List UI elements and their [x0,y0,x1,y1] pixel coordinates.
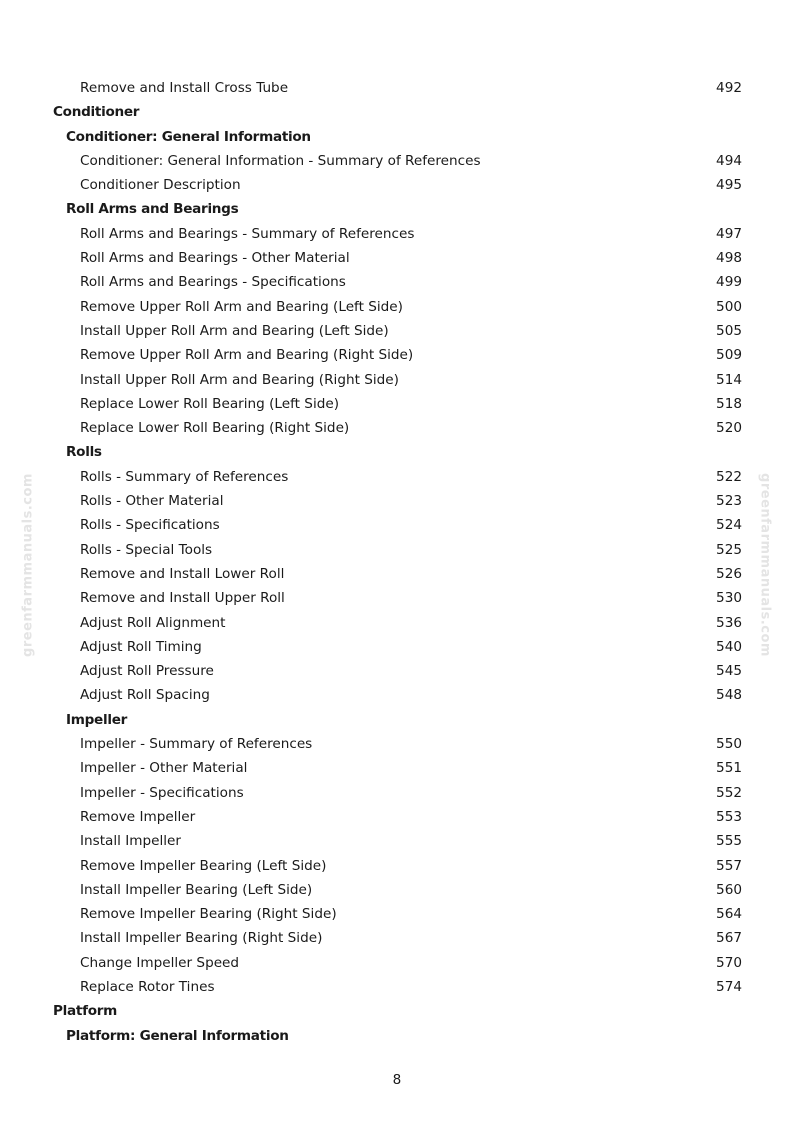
watermark-right: greenfarmmanuals.com [757,473,773,657]
toc-entry-page: 530 [716,590,742,607]
page-number: 8 [392,1072,402,1088]
toc-entry-title[interactable]: Replace Lower Roll Bearing (Left Side) [80,395,340,412]
toc-entry[interactable] [0,781,794,805]
toc-entry-page: 522 [716,468,742,485]
toc-entry-title[interactable]: Remove Upper Roll Arm and Bearing (Left Side) [80,298,403,315]
toc-entry[interactable] [0,222,794,246]
toc-entry-page: 492 [716,80,742,96]
toc-entry-page: 560 [716,881,742,898]
toc-entry-title[interactable]: Remove and Install Cross Tube [80,80,289,96]
toc-entry-title[interactable]: Platform: General Information [66,1027,289,1044]
toc-entry-title[interactable]: Install Upper Roll Arm and Bearing (Left Side) [80,322,389,339]
toc-entry[interactable] [0,659,794,683]
toc-entry-title[interactable]: Rolls - Special Tools [80,541,213,558]
toc-entry[interactable] [0,732,794,756]
toc-entry-title[interactable]: Install Impeller Bearing (Right Side) [80,930,323,947]
toc-entry[interactable] [0,465,794,489]
table-of-contents [0,76,794,1048]
toc-entry[interactable] [0,319,794,343]
toc-entry[interactable] [0,878,794,902]
toc-entry[interactable] [0,368,794,392]
toc-entry[interactable] [0,173,794,197]
toc-entry-title[interactable]: Rolls [66,444,102,461]
toc-entry[interactable] [0,295,794,319]
toc-entry-page: 567 [716,930,742,947]
toc-subsection-heading[interactable] [0,125,794,149]
toc-entry-title[interactable]: Conditioner Description [80,177,241,194]
toc-entry-title[interactable]: Roll Arms and Bearings [66,201,239,218]
toc-entry-page: 536 [716,614,742,631]
toc-entry-page: 525 [716,541,742,558]
toc-entry-page: 495 [716,177,742,194]
toc-entry[interactable] [0,76,794,100]
toc-entry-page: 505 [716,322,742,339]
toc-entry-page: 494 [716,152,742,169]
toc-entry-page: 514 [716,371,742,388]
toc-subsection-heading[interactable] [0,440,794,464]
toc-entry-page: 570 [716,954,742,971]
toc-entry-page: 555 [716,833,742,850]
toc-entry-title[interactable]: Impeller [66,711,128,728]
toc-entry-title[interactable]: Install Impeller Bearing (Left Side) [80,881,313,898]
toc-entry-page: 553 [716,808,742,825]
toc-entry[interactable] [0,538,794,562]
toc-entry-page: 498 [716,250,742,267]
toc-entry-page: 550 [716,736,742,753]
toc-entry-title[interactable]: Impeller - Other Material [80,760,248,777]
toc-entry[interactable] [0,246,794,270]
toc-entry-title[interactable]: Rolls - Summary of References [80,468,289,485]
toc-entry[interactable] [0,854,794,878]
toc-entry[interactable] [0,805,794,829]
toc-entry-title[interactable]: Impeller - Summary of References [80,736,313,753]
toc-subsection-heading[interactable] [0,1024,794,1048]
toc-entry-page: 518 [716,395,742,412]
toc-entry-title[interactable]: Conditioner [53,104,140,121]
toc-section-heading[interactable] [0,100,794,124]
toc-entry-title[interactable]: Remove Impeller [80,808,196,825]
toc-entry[interactable] [0,975,794,999]
toc-entry[interactable] [0,562,794,586]
toc-entry-page: 545 [716,663,742,680]
toc-entry[interactable] [0,611,794,635]
toc-entry-page: 540 [716,638,742,655]
toc-entry[interactable] [0,683,794,707]
toc-entry[interactable] [0,149,794,173]
toc-entry-title[interactable]: Impeller - Specifications [80,784,244,801]
toc-entry-title[interactable]: Install Impeller [80,833,181,850]
toc-section-heading[interactable] [0,999,794,1023]
toc-entry-page: 509 [716,347,742,364]
watermark-left: greenfarmmanuals.com [20,473,36,657]
toc-entry[interactable] [0,926,794,950]
toc-entry-page: 551 [716,760,742,777]
toc-entry-title[interactable]: Adjust Roll Timing [80,638,202,655]
toc-entry-page: 557 [716,857,742,874]
toc-entry-page: 497 [716,225,742,242]
toc-entry-title[interactable]: Remove Upper Roll Arm and Bearing (Right Side) [80,347,414,364]
toc-entry-title[interactable]: Remove and Install Lower Roll [80,565,285,582]
toc-entry-page: 564 [716,906,742,923]
toc-entry-title[interactable]: Conditioner: General Information - Summary of References [80,152,481,169]
toc-entry-title[interactable]: Platform [53,1003,118,1020]
toc-entry-page: 548 [716,687,742,704]
toc-entry-title[interactable]: Install Upper Roll Arm and Bearing (Right Side) [80,371,399,388]
toc-entry-page: 520 [716,420,742,437]
toc-entry-title[interactable]: Rolls - Other Material [80,493,224,510]
toc-entry[interactable] [0,635,794,659]
toc-entry[interactable] [0,392,794,416]
toc-entry-title[interactable]: Replace Lower Roll Bearing (Right Side) [80,420,350,437]
toc-entry-page: 523 [716,493,742,510]
toc-entry[interactable] [0,951,794,975]
toc-entry-title[interactable]: Adjust Roll Spacing [80,687,210,704]
toc-entry-title[interactable]: Remove and Install Upper Roll [80,590,285,607]
toc-entry[interactable] [0,829,794,853]
toc-entry[interactable] [0,343,794,367]
toc-entry-page: 524 [716,517,742,534]
toc-entry-title[interactable]: Remove Impeller Bearing (Left Side) [80,857,327,874]
toc-entry-page: 500 [716,298,742,315]
toc-entry-title[interactable]: Roll Arms and Bearings - Other Material [80,250,350,267]
toc-entry-title[interactable]: Adjust Roll Alignment [80,614,226,631]
toc-entry-title[interactable]: Remove Impeller Bearing (Right Side) [80,906,337,923]
toc-subsection-heading[interactable] [0,197,794,221]
toc-entry-title[interactable]: Rolls - Specifications [80,517,220,534]
toc-entry-title[interactable]: Roll Arms and Bearings - Summary of References [80,225,415,242]
toc-entry-title[interactable]: Roll Arms and Bearings - Specifications [80,274,346,291]
toc-entry-title[interactable]: Adjust Roll Pressure [80,663,214,680]
toc-entry[interactable] [0,586,794,610]
toc-entry[interactable] [0,416,794,440]
toc-entry[interactable] [0,489,794,513]
toc-entry-title[interactable]: Change Impeller Speed [80,954,240,971]
toc-entry-page: 552 [716,784,742,801]
toc-entry-page: 499 [716,274,742,291]
toc-entry[interactable] [0,270,794,294]
toc-entry[interactable] [0,756,794,780]
toc-entry-title[interactable]: Conditioner: General Information [66,128,311,145]
toc-entry[interactable] [0,902,794,926]
toc-entry-title[interactable]: Replace Rotor Tines [80,978,215,995]
toc-entry-page: 526 [716,565,742,582]
toc-subsection-heading[interactable] [0,708,794,732]
toc-entry[interactable] [0,513,794,537]
toc-entry-page: 574 [716,978,742,995]
